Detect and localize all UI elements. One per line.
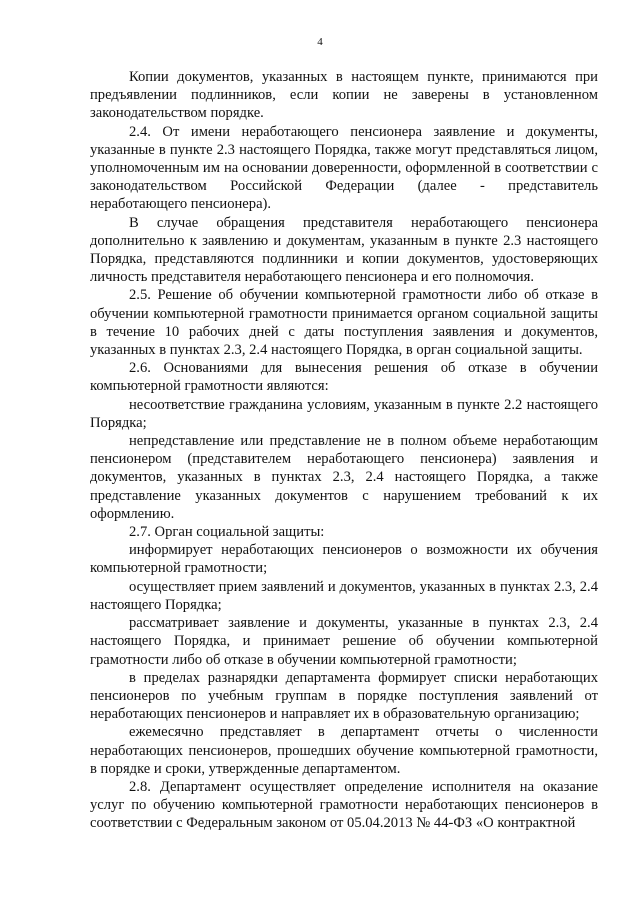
paragraph-duty-reports: ежемесячно представляет в департамент отчеты о численности неработающих пенсионеров, прошедших обучение компьютерной грамотности, в порядке и сроки, утвержденные департаментом. bbox=[90, 724, 598, 777]
paragraph-representative-documents: В случае обращения представителя неработающего пенсионера дополнительно к заявлению и документам, указанным в пункте 2.3 настоящего Порядка, представляются подлинники и копии документов, удостоверяющих личность представителя неработающего пенсионера и его полномочия. bbox=[90, 214, 598, 286]
paragraph-duty-inform: информирует неработающих пенсионеров о возможности их обучения компьютерной грамотности; bbox=[90, 542, 598, 577]
paragraph-2-6: 2.6. Основаниями для вынесения решения об отказе в обучении компьютерной грамотности являются: bbox=[90, 360, 598, 395]
paragraph-duty-review: рассматривает заявление и документы, указанные в пунктах 2.3, 2.4 настоящего Порядка, и принимает решение об обучении компьютерной грамотности либо об отказе в обучении компьютерной грамотности; bbox=[90, 615, 598, 668]
paragraph-2-7: 2.7. Орган социальной защиты: bbox=[129, 524, 325, 541]
document-body bbox=[90, 68, 598, 833]
paragraph-refusal-ground-2: непредставление или представление не в полном объеме неработающим пенсионером (представителем неработающего пенсионера) заявления и документов, указанных в пунктах 2.3, 2.4 настоящего Порядка, а также представление указанных документов с нарушением требований к их оформлению. bbox=[90, 433, 598, 522]
paragraph-2-8: 2.8. Департамент осуществляет определение исполнителя на оказание услуг по обучению компьютерной грамотности неработающих пенсионеров в соответствии с Федеральным законом от 05.04.2013 № 44-ФЗ «О контрактной bbox=[90, 778, 598, 832]
paragraph-duty-lists: в пределах разнарядки департамента формирует списки неработающих пенсионеров по учебным группам в порядке поступления заявлений от неработающих пенсионеров и направляет их в образовательную организацию; bbox=[90, 669, 598, 723]
paragraph-2-4: 2.4. От имени неработающего пенсионера заявление и документы, указанные в пункте 2.3 настоящего Порядка, также могут представляться лицом, уполномоченным им на основании доверенности, оформленной в соответствии с законодательством Российской Федерации (далее - представитель неработающего пенсионера). bbox=[90, 123, 598, 213]
paragraph-refusal-ground-1: несоответствие гражданина условиям, указанным в пункте 2.2 настоящего Порядка; bbox=[90, 396, 598, 431]
paragraph-2-5: 2.5. Решение об обучении компьютерной грамотности либо об отказе в обучении компьютерной грамотности принимается органом социальной защиты в течение 10 рабочих дней с даты поступления заявления и документов, указанных в пунктах 2.3, 2.4 настоящего Порядка, в орган социальной защиты. bbox=[90, 287, 598, 359]
paragraph-copies-acceptance: Копии документов, указанных в настоящем пункте, принимаются при предъявлении подлинников, если копии не заверены в установленном законодательством порядке. bbox=[90, 69, 598, 122]
paragraph-duty-accept: осуществляет прием заявлений и документов, указанных в пунктах 2.3, 2.4 настоящего Порядка; bbox=[90, 578, 598, 613]
page-number: 4 bbox=[317, 36, 323, 48]
